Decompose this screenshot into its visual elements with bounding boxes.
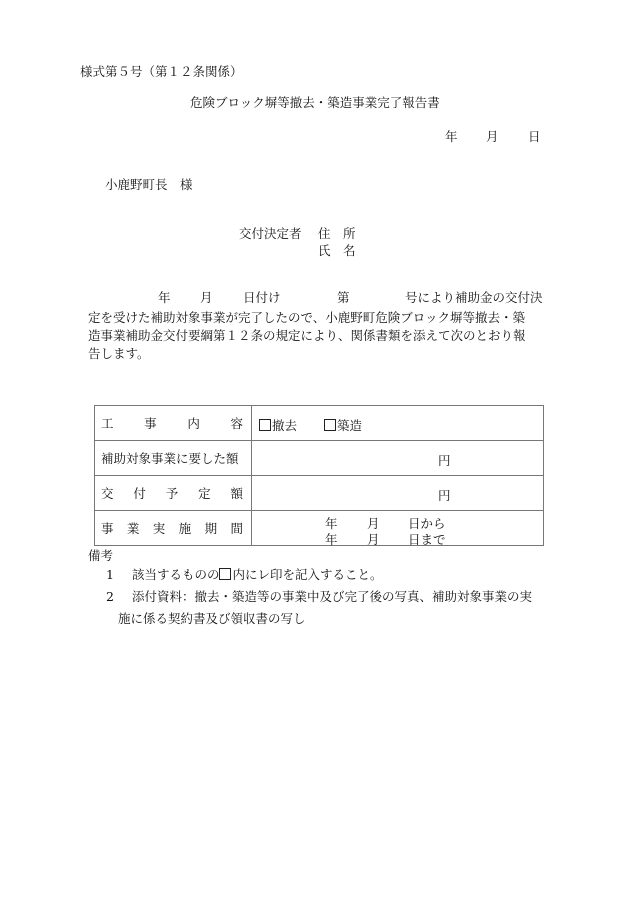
- table-row: [95, 406, 544, 441]
- work-content-value: [252, 406, 544, 441]
- body-line2: 定を受けた補助対象事業が完了したので、小鹿野町危険ブロック塀等撤去・築: [88, 310, 526, 325]
- planned-grant-value[interactable]: 円: [252, 476, 544, 511]
- project-cost-label: 補助対象事業に要した額: [95, 441, 252, 476]
- body-line1-year: 年: [158, 290, 171, 305]
- project-period-label: 事 業 実 施 期 間: [95, 511, 252, 546]
- body-line1-month: 月: [200, 290, 213, 305]
- date-month: 月: [486, 129, 499, 144]
- report-table: [94, 405, 544, 546]
- table-row: [95, 441, 544, 476]
- project-cost-value[interactable]: 円: [252, 441, 544, 476]
- notes-heading: 備考: [88, 548, 114, 563]
- document-title: 危険ブロック塀等撤去・築造事業完了報告書: [190, 95, 440, 110]
- form-number: 様式第５号（第１２条関係）: [80, 64, 243, 79]
- table-row: [95, 511, 544, 546]
- address-label: 住 所: [318, 226, 356, 241]
- applicant-role: 交付決定者: [239, 226, 302, 241]
- date-day: 日: [528, 129, 541, 144]
- option-construction[interactable]: 築造: [324, 416, 362, 434]
- note-2: 2 添付資料：撤去・築造等の事業中及び完了後の写真、補助対象事業の実: [106, 589, 532, 604]
- planned-grant-label: 交 付 予 定 額: [95, 476, 252, 511]
- checkbox-icon: [219, 568, 231, 580]
- note-1: 1 該当するものの 内にレ印を記入すること。: [106, 567, 383, 582]
- addressee: 小鹿野町長 様: [105, 177, 193, 192]
- body-line3: 造事業補助金交付要綱第１２条の規定により、関係書類を添えて次のとおり報: [88, 328, 526, 343]
- body-line4: 告します。: [88, 346, 150, 361]
- name-label: 氏 名: [318, 243, 356, 258]
- note-2-continued: 施に係る契約書及び領収書の写し: [118, 611, 306, 626]
- body-line1-rest: 号により補助金の交付決: [405, 290, 543, 305]
- checkbox-icon[interactable]: [259, 419, 271, 431]
- body-line1-day: 日付け: [243, 290, 281, 305]
- work-content-label: 工 事 内 容: [95, 406, 252, 441]
- table-row: [95, 476, 544, 511]
- body-line1-dai: 第: [337, 290, 350, 305]
- date-year: 年: [445, 129, 458, 144]
- project-period-value[interactable]: 年 月 日から 年 月 日まで: [252, 511, 544, 546]
- checkbox-icon[interactable]: [324, 419, 336, 431]
- option-removal[interactable]: 撤去: [259, 416, 297, 434]
